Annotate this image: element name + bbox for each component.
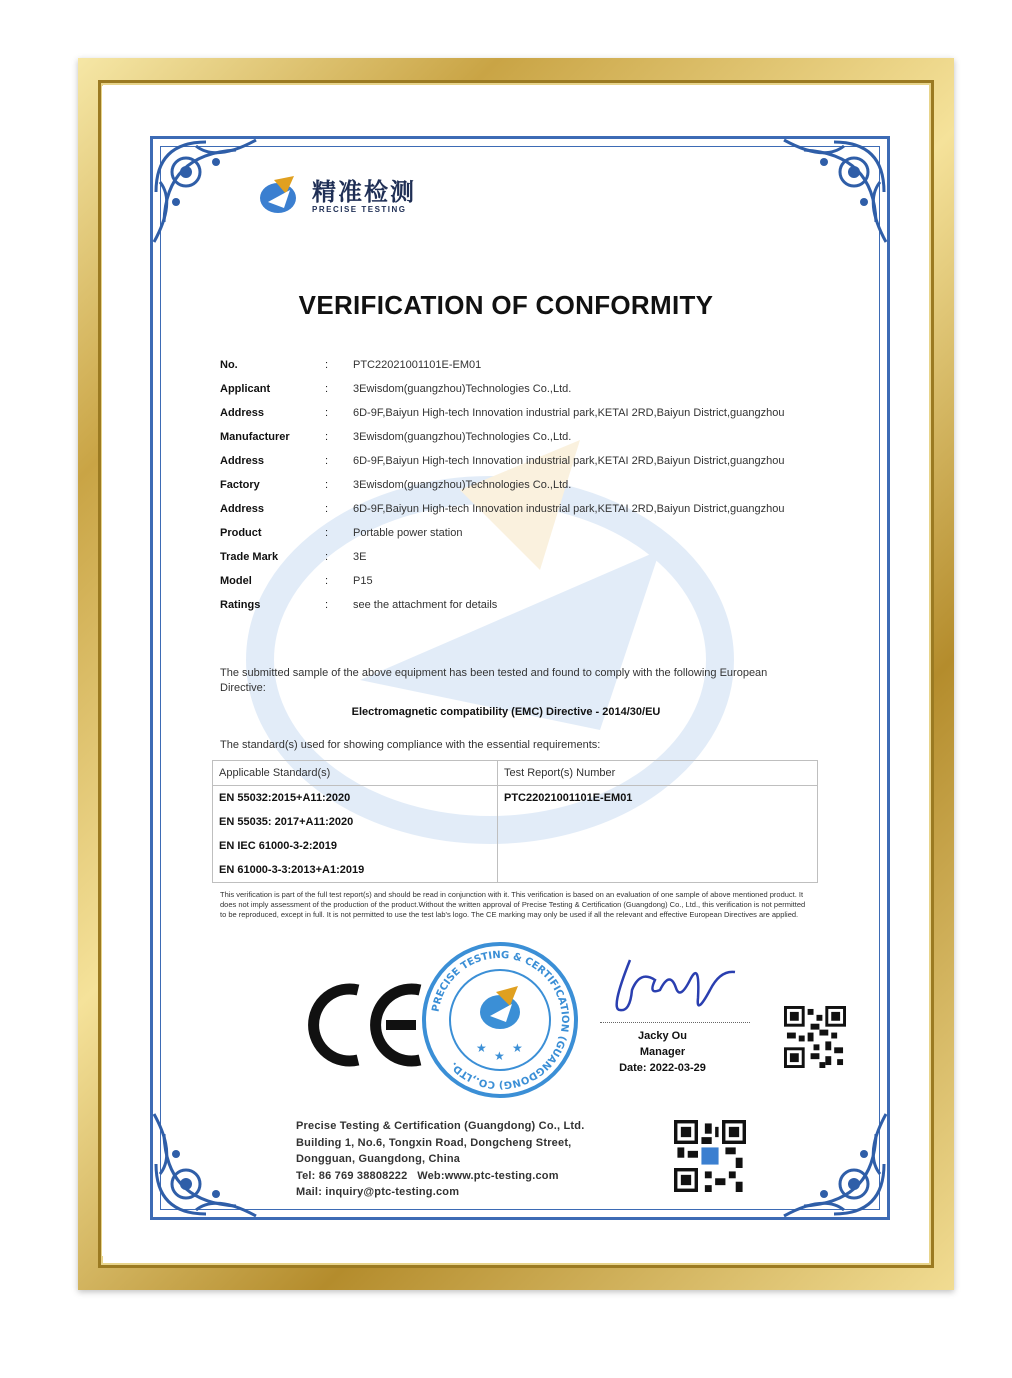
svg-text:★: ★ bbox=[512, 1041, 523, 1055]
footer-qr-code-icon bbox=[674, 1120, 746, 1192]
certificate-fields bbox=[220, 358, 800, 622]
field-row: Applicant : 3Ewisdom(guangzhou)Technologies Co.,Ltd. bbox=[220, 382, 800, 397]
issuer-footer bbox=[296, 1118, 584, 1201]
field-label: Address bbox=[220, 407, 265, 419]
footer-contact: Tel: 86 769 38808222 Web:www.ptc-testing.com bbox=[296, 1169, 559, 1182]
field-label: Factory bbox=[220, 479, 260, 491]
footer-address-2: Dongguan, Guangdong, China bbox=[296, 1153, 461, 1165]
standards-table bbox=[212, 760, 818, 883]
field-label: Model bbox=[220, 575, 252, 587]
field-value: 3Ewisdom(guangzhou)Technologies Co.,Ltd. bbox=[353, 479, 572, 491]
table-header-row bbox=[213, 761, 818, 786]
footer-company: Precise Testing & Certification (Guangdong) Co., Ltd. bbox=[296, 1120, 585, 1132]
field-row: Address : 6D-9F,Baiyun High-tech Innovation industrial park,KETAI 2RD,Baiyun District,guangzhou bbox=[220, 454, 800, 469]
ornament-top-left-icon bbox=[146, 132, 266, 252]
svg-text:★: ★ bbox=[494, 1049, 505, 1063]
field-value: P15 bbox=[353, 575, 373, 587]
field-row: Address : 6D-9F,Baiyun High-tech Innovation industrial park,KETAI 2RD,Baiyun District,guangzhou bbox=[220, 406, 800, 421]
field-value: 3Ewisdom(guangzhou)Technologies Co.,Ltd. bbox=[353, 431, 572, 443]
logo-english-text: PRECISE TESTING bbox=[312, 204, 407, 214]
standards-cell bbox=[213, 786, 498, 883]
field-value: 6D-9F,Baiyun High-tech Innovation industrial park,KETAI 2RD,Baiyun District,guangzhou bbox=[353, 503, 785, 515]
ornament-top-right-icon bbox=[774, 132, 894, 252]
field-row: Ratings : see the attachment for details bbox=[220, 598, 800, 613]
field-value: see the attachment for details bbox=[353, 599, 498, 611]
field-value: Portable power station bbox=[353, 527, 463, 539]
table-header-report: Test Report(s) Number bbox=[498, 761, 818, 786]
logo-chinese-text: 精准检测 bbox=[312, 177, 416, 206]
field-row: Trade Mark : 3E bbox=[220, 550, 800, 565]
field-value: PTC22021001101E-EM01 bbox=[353, 359, 482, 371]
footer-address-1: Building 1, No.6, Tongxin Road, Dongcheng Street, bbox=[296, 1136, 572, 1149]
field-row: Factory : 3Ewisdom(guangzhou)Technologies Co.,Ltd. bbox=[220, 478, 800, 493]
field-row: No. : PTC22021001101E-EM01 bbox=[220, 358, 800, 373]
compliance-statement: The submitted sample of the above equipment has been tested and found to comply with the following European Directive: bbox=[220, 667, 768, 694]
field-row: Address : 6D-9F,Baiyun High-tech Innovation industrial park,KETAI 2RD,Baiyun District,guangzhou bbox=[220, 502, 800, 517]
company-seal-icon bbox=[420, 940, 580, 1100]
table-row bbox=[213, 786, 818, 883]
field-row: Product : Portable power station bbox=[220, 526, 800, 541]
standards-intro: The standard(s) used for showing compliance with the essential requirements: bbox=[220, 739, 601, 751]
ce-mark-icon bbox=[300, 980, 430, 1070]
signer-name: Jacky Ou bbox=[638, 1030, 687, 1042]
signer-block bbox=[600, 1028, 725, 1076]
signature-line bbox=[600, 1022, 750, 1023]
field-label: Applicant bbox=[220, 383, 271, 395]
signer-date: Date: 2022-03-29 bbox=[619, 1062, 706, 1074]
field-label: No. bbox=[220, 359, 238, 371]
standard-item: EN 55032:2015+A11:2020 bbox=[219, 792, 351, 804]
signature-image bbox=[600, 950, 750, 1020]
field-value: 3Ewisdom(guangzhou)Technologies Co.,Ltd. bbox=[353, 383, 572, 395]
ptc-logo-icon bbox=[256, 176, 304, 216]
field-value: 6D-9F,Baiyun High-tech Innovation industrial park,KETAI 2RD,Baiyun District,guangzhou bbox=[353, 455, 785, 467]
standard-item: EN 61000-3-3:2013+A1:2019 bbox=[219, 864, 365, 876]
standard-item: EN 55035: 2017+A11:2020 bbox=[219, 816, 354, 828]
ornament-bottom-right-icon bbox=[774, 1104, 894, 1224]
field-label: Product bbox=[220, 527, 262, 539]
field-row: Manufacturer : 3Ewisdom(guangzhou)Technologies Co.,Ltd. bbox=[220, 430, 800, 445]
table-header-standards: Applicable Standard(s) bbox=[213, 761, 498, 786]
field-row: Model : P15 bbox=[220, 574, 800, 589]
ornament-bottom-left-icon bbox=[146, 1104, 266, 1224]
standard-item: EN IEC 61000-3-2:2019 bbox=[219, 840, 338, 852]
seal-text: PRECISE TESTING & CERTIFICATION (GUANGDONG) CO.,LTD. bbox=[430, 949, 571, 1091]
report-number-cell: PTC22021001101E-EM01 bbox=[498, 786, 818, 883]
disclaimer-text: This verification is part of the full test report(s) and should be read in conjunction with it. This verification is based on an evaluation of one sample of above mentioned product. It does not imply assessment of the production of the product.Without the written approval of Precise Testing & Certification (Guangdong) Co., Ltd., this verification is not permitted to be reproduced, except in full. It is not permitted to use the test lab's logo. The CE marking may only be used if all the relevant and effective European Directives are applied. bbox=[220, 890, 806, 919]
field-label: Trade Mark bbox=[220, 551, 279, 563]
qr-code-icon bbox=[784, 1006, 846, 1068]
field-value: 3E bbox=[353, 551, 367, 563]
document-title: VERIFICATION OF CONFORMITY bbox=[298, 290, 714, 320]
directive-text: Electromagnetic compatibility (EMC) Directive - 2014/30/EU bbox=[351, 706, 661, 718]
field-value: 6D-9F,Baiyun High-tech Innovation industrial park,KETAI 2RD,Baiyun District,guangzhou bbox=[353, 407, 785, 419]
svg-text:★: ★ bbox=[476, 1041, 487, 1055]
footer-mail: Mail: inquiry@ptc-testing.com bbox=[296, 1186, 460, 1198]
field-label: Manufacturer bbox=[220, 431, 290, 443]
company-logo bbox=[256, 176, 416, 216]
signer-title: Manager bbox=[639, 1046, 686, 1058]
signature-text: Jacky Ou bbox=[640, 1000, 645, 1001]
field-label: Ratings bbox=[220, 599, 261, 611]
field-label: Address bbox=[220, 455, 265, 467]
field-label: Address bbox=[220, 503, 265, 515]
